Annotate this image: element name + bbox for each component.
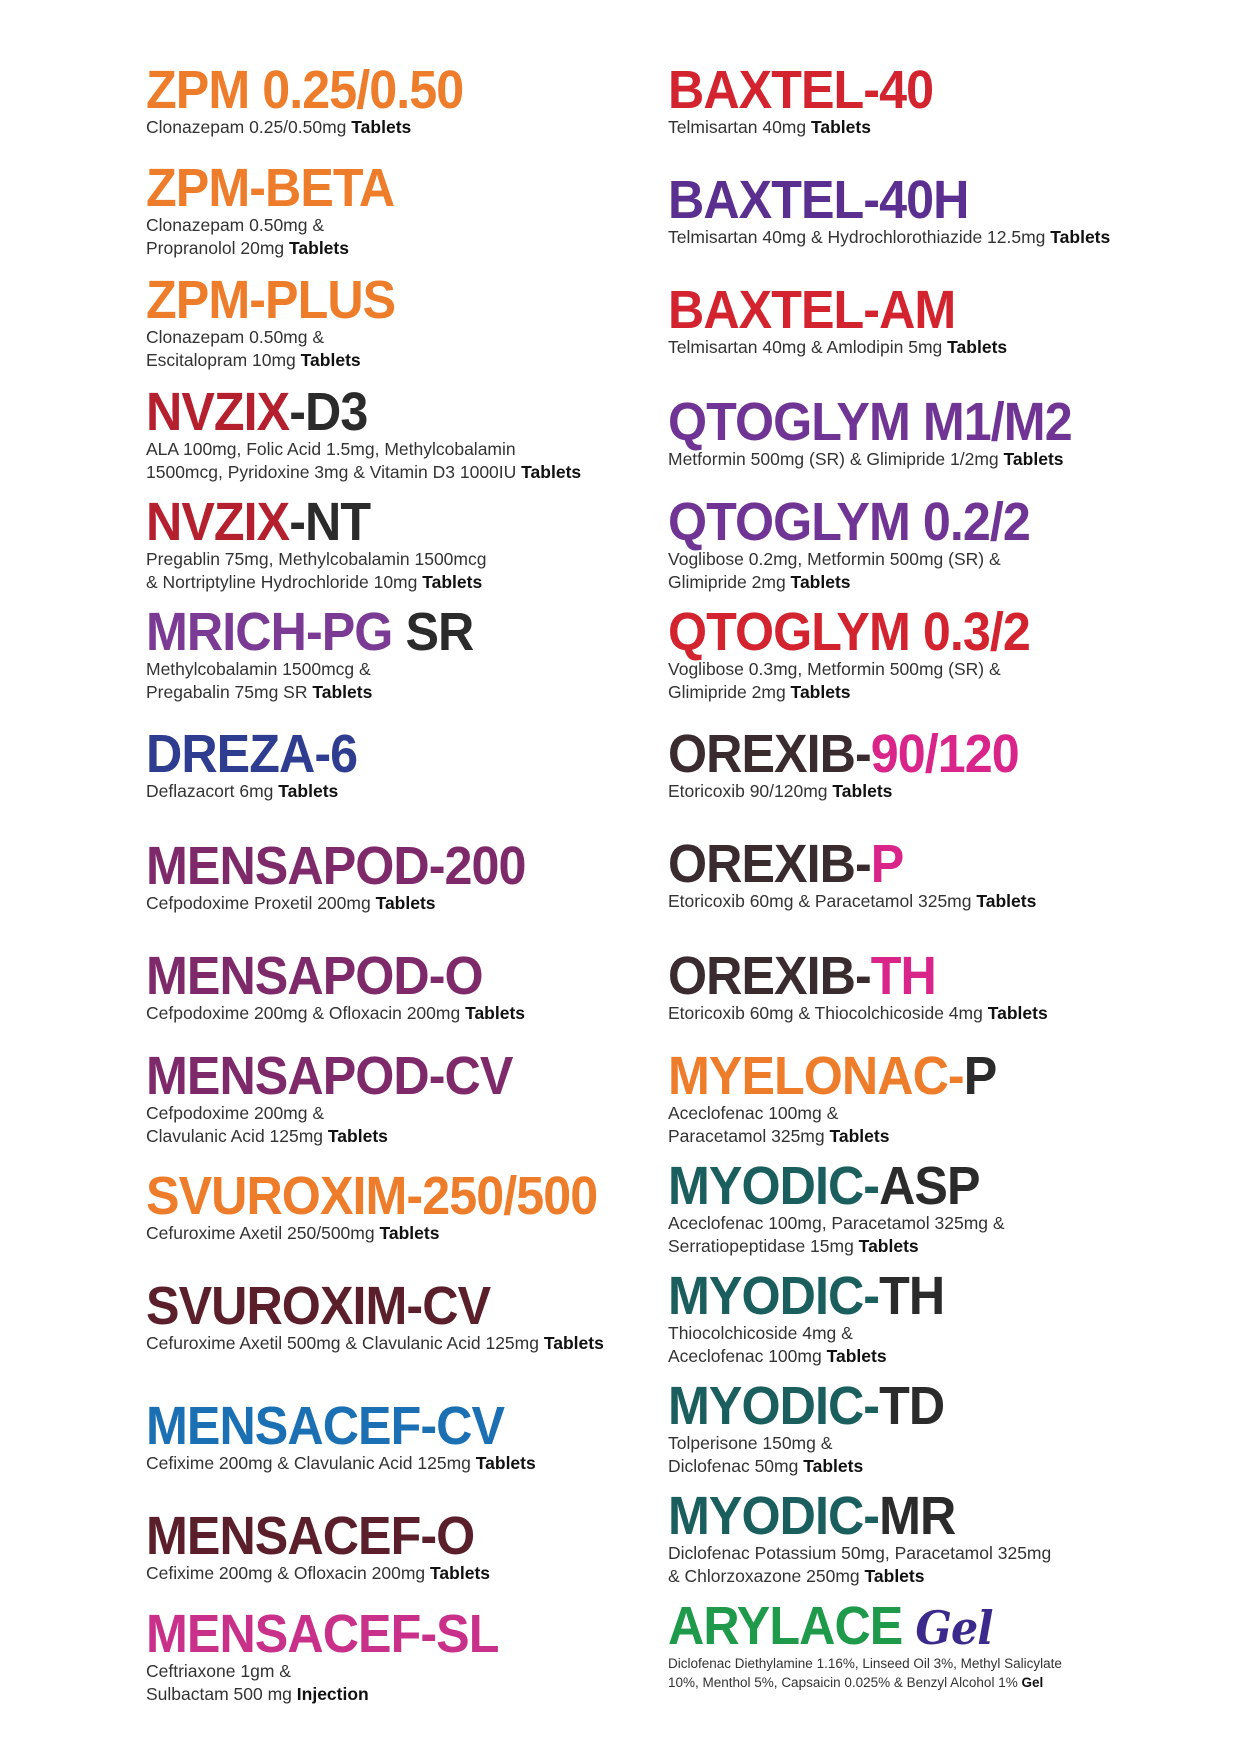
product-name-part: NVZIX bbox=[146, 492, 290, 552]
product-composition bbox=[668, 1542, 1188, 1588]
composition-line bbox=[668, 681, 1188, 704]
product-name bbox=[146, 1166, 598, 1226]
dosage-form: Tablets bbox=[858, 1236, 919, 1256]
product-name-part: MENSAPOD-CV bbox=[146, 1046, 513, 1106]
product-zpm-0-25-0-50 bbox=[146, 62, 626, 139]
product-name-part: BAXTEL-40 bbox=[668, 60, 934, 120]
product-mensacef-cv bbox=[146, 1398, 626, 1475]
product-myodic-td bbox=[668, 1378, 1188, 1478]
composition-line bbox=[146, 571, 626, 594]
dosage-form: Tablets bbox=[312, 682, 373, 702]
product-name-part: P bbox=[870, 834, 904, 894]
composition-text: Clonazepam 0.50mg & bbox=[146, 215, 325, 235]
composition-line bbox=[146, 237, 626, 260]
product-arylace bbox=[668, 1598, 1188, 1692]
composition-text: Aceclofenac 100mg bbox=[668, 1346, 827, 1366]
dosage-form: Tablets bbox=[521, 462, 582, 482]
composition-line bbox=[668, 571, 1188, 594]
product-name bbox=[668, 1488, 1152, 1544]
dosage-form: Tablets bbox=[976, 891, 1037, 911]
product-name bbox=[668, 172, 1152, 228]
product-name-part: MENSACEF-O bbox=[146, 1506, 475, 1566]
composition-text: Voglibose 0.3mg, Metformin 500mg (SR) & bbox=[668, 659, 1001, 679]
composition-line bbox=[146, 1683, 626, 1706]
product-name-part: ZPM-BETA bbox=[146, 158, 395, 218]
product-name-part: MYODIC- bbox=[668, 1266, 880, 1326]
product-name-part: TH bbox=[870, 946, 936, 1006]
composition-line bbox=[668, 1673, 1188, 1692]
dosage-form: Tablets bbox=[475, 1453, 536, 1473]
product-composition bbox=[668, 1322, 1188, 1368]
composition-text: Pregablin 75mg, Methylcobalamin 1500mcg bbox=[146, 549, 487, 569]
product-name-part: OREXIB- bbox=[668, 724, 871, 784]
composition-text: Cefixime 200mg & Ofloxacin 200mg bbox=[146, 1563, 431, 1583]
product-composition bbox=[146, 1660, 626, 1706]
product-name bbox=[146, 1278, 592, 1334]
composition-text: Diclofenac Potassium 50mg, Paracetamol 325mg bbox=[668, 1543, 1052, 1563]
product-composition bbox=[146, 214, 626, 260]
product-name-part: ARYLACE bbox=[668, 1596, 903, 1656]
product-name bbox=[668, 282, 1152, 338]
composition-text: & Chlorzoxazone 250mg bbox=[668, 1566, 865, 1586]
composition-text: Thiocolchicoside 4mg & bbox=[668, 1323, 853, 1343]
product-name bbox=[146, 384, 592, 440]
product-composition bbox=[668, 658, 1188, 704]
dosage-form: Tablets bbox=[327, 1126, 388, 1146]
product-name-part: NVZIX bbox=[146, 382, 290, 442]
product-name-part: ZPM 0.25/0.50 bbox=[146, 60, 464, 120]
composition-text: Ceftriaxone 1gm & bbox=[146, 1661, 291, 1681]
composition-line bbox=[146, 1125, 626, 1148]
composition-line bbox=[668, 1565, 1188, 1588]
product-composition bbox=[668, 1212, 1188, 1258]
product-name-part: -NT bbox=[289, 492, 371, 552]
product-name-part: MRICH-PG bbox=[146, 602, 406, 662]
composition-text: Telmisartan 40mg & Hydrochlorothiazide 12.5mg bbox=[668, 227, 1051, 247]
composition-text: 10%, Menthol 5%, Capsaicin 0.025% & Benzyl Alcohol 1% bbox=[668, 1675, 1022, 1690]
composition-text: Telmisartan 40mg & Amlodipin 5mg bbox=[668, 337, 948, 357]
dosage-form: Tablets bbox=[987, 1003, 1048, 1023]
product-name bbox=[668, 1268, 1152, 1324]
product-name-part: MYODIC- bbox=[668, 1486, 880, 1546]
product-name bbox=[146, 1508, 592, 1564]
dosage-form: Tablets bbox=[790, 682, 851, 702]
product-name bbox=[668, 604, 1152, 660]
product-myodic-mr bbox=[668, 1488, 1188, 1588]
composition-text: Tolperisone 150mg & bbox=[668, 1433, 833, 1453]
composition-line bbox=[146, 349, 626, 372]
product-name-part: P bbox=[963, 1046, 997, 1106]
composition-text: Cefuroxime Axetil 500mg & Clavulanic Acid 125mg bbox=[146, 1333, 544, 1353]
composition-text: Etoricoxib 60mg & Paracetamol 325mg bbox=[668, 891, 977, 911]
product-name-part: SVUROXIM-CV bbox=[146, 1276, 491, 1336]
product-orexib-p bbox=[668, 836, 1188, 913]
product-name bbox=[146, 494, 592, 550]
product-name-part: SR bbox=[405, 602, 474, 662]
product-name-part: MENSACEF-SL bbox=[146, 1604, 499, 1664]
composition-text: Methylcobalamin 1500mcg & bbox=[146, 659, 371, 679]
product-mensacef-sl bbox=[146, 1606, 626, 1706]
product-name-part: SVUROXIM-250/500 bbox=[146, 1166, 598, 1226]
product-name-part: MENSACEF-CV bbox=[146, 1396, 505, 1456]
product-name-part: QTOGLYM 0.2/2 bbox=[668, 492, 1030, 552]
product-mrich-pg-sr bbox=[146, 604, 626, 704]
product-composition bbox=[146, 658, 626, 704]
product-composition bbox=[146, 1102, 626, 1148]
dosage-form: Tablets bbox=[289, 238, 349, 258]
product-name-part: QTOGLYM M1/M2 bbox=[668, 392, 1072, 452]
product-name-part: TH bbox=[879, 1266, 945, 1326]
product-composition bbox=[668, 1102, 1188, 1148]
dosage-form: Tablets bbox=[543, 1333, 604, 1353]
product-dreza-6 bbox=[146, 726, 626, 803]
product-composition bbox=[668, 1432, 1188, 1478]
product-name-part: -D3 bbox=[289, 382, 368, 442]
dosage-form: Tablets bbox=[422, 572, 483, 592]
composition-text: Clonazepam 0.50mg & bbox=[146, 327, 325, 347]
product-form-script: Gel bbox=[915, 1601, 993, 1655]
composition-line bbox=[146, 461, 626, 484]
composition-text: Telmisartan 40mg bbox=[668, 117, 811, 137]
product-zpm-beta bbox=[146, 160, 626, 260]
product-orexib-90-120 bbox=[668, 726, 1188, 803]
product-name-part: TD bbox=[879, 1376, 945, 1436]
product-name-part: MENSAPOD-O bbox=[146, 946, 483, 1006]
composition-line bbox=[146, 681, 626, 704]
product-name-part: MYODIC- bbox=[668, 1156, 880, 1216]
product-name-part: BAXTEL-40H bbox=[668, 170, 969, 230]
dosage-form: Tablets bbox=[375, 893, 436, 913]
product-name-part: MYODIC- bbox=[668, 1376, 880, 1436]
composition-line bbox=[668, 1235, 1188, 1258]
product-mensacef-o bbox=[146, 1508, 626, 1585]
product-svuroxim-250-500 bbox=[146, 1168, 626, 1245]
dosage-form: Tablets bbox=[790, 572, 851, 592]
composition-text: Metformin 500mg (SR) & Glimipride 1/2mg bbox=[668, 449, 1004, 469]
product-name bbox=[146, 948, 592, 1004]
product-name bbox=[146, 1606, 592, 1662]
product-name-part: MR bbox=[879, 1486, 956, 1546]
composition-text: Aceclofenac 100mg, Paracetamol 325mg & bbox=[668, 1213, 1005, 1233]
product-name bbox=[668, 836, 1152, 892]
product-name-part: 90/120 bbox=[870, 724, 1019, 784]
composition-text: Serratiopeptidase 15mg bbox=[668, 1236, 859, 1256]
product-name-part: MENSAPOD-200 bbox=[146, 836, 526, 896]
dosage-form: Tablets bbox=[1050, 227, 1111, 247]
product-name bbox=[146, 726, 592, 782]
dosage-form: Gel bbox=[1021, 1675, 1044, 1690]
product-myodic-th bbox=[668, 1268, 1188, 1368]
composition-text: Paracetamol 325mg bbox=[668, 1126, 830, 1146]
composition-line bbox=[668, 1345, 1188, 1368]
product-qtoglym-0-3-2 bbox=[668, 604, 1188, 704]
product-composition bbox=[146, 548, 626, 594]
composition-text: Sulbactam 500 mg bbox=[146, 1684, 297, 1704]
composition-text: Diclofenac 50mg bbox=[668, 1456, 804, 1476]
product-composition bbox=[668, 548, 1188, 594]
product-name-part: ZPM-PLUS bbox=[146, 270, 396, 330]
composition-line bbox=[668, 1125, 1188, 1148]
composition-text: & Nortriptyline Hydrochloride 10mg bbox=[146, 572, 423, 592]
product-name bbox=[668, 62, 1152, 118]
composition-text: Glimipride 2mg bbox=[668, 572, 791, 592]
composition-text: Cefuroxime Axetil 250/500mg bbox=[146, 1223, 380, 1243]
composition-text: Glimipride 2mg bbox=[668, 682, 791, 702]
composition-text: ALA 100mg, Folic Acid 1.5mg, Methylcobalamin bbox=[146, 439, 516, 459]
product-qtoglym-m1-m2 bbox=[668, 394, 1188, 471]
composition-text: Clavulanic Acid 125mg bbox=[146, 1126, 328, 1146]
product-composition bbox=[668, 1654, 1188, 1692]
product-name-part: OREXIB- bbox=[668, 946, 871, 1006]
composition-text: Cefpodoxime 200mg & Ofloxacin 200mg bbox=[146, 1003, 466, 1023]
product-nvzix-d3 bbox=[146, 384, 626, 484]
product-name bbox=[668, 1158, 1152, 1214]
dosage-form: Injection bbox=[296, 1684, 369, 1704]
product-name bbox=[668, 1048, 1152, 1104]
composition-line bbox=[668, 1455, 1188, 1478]
product-baxtel-40 bbox=[668, 62, 1188, 139]
product-name-part: BAXTEL-AM bbox=[668, 280, 956, 340]
dosage-form: Tablets bbox=[864, 1566, 925, 1586]
product-mensapod-200 bbox=[146, 838, 626, 915]
dosage-form: Tablets bbox=[430, 1563, 490, 1583]
product-name-part: QTOGLYM 0.3/2 bbox=[668, 602, 1030, 662]
dosage-form: Tablets bbox=[300, 350, 361, 370]
product-name bbox=[146, 1048, 592, 1104]
dosage-form: Tablets bbox=[465, 1003, 526, 1023]
composition-text: Cefpodoxime Proxetil 200mg bbox=[146, 893, 376, 913]
composition-text: Pregabalin 75mg SR bbox=[146, 682, 313, 702]
dosage-form: Tablets bbox=[278, 781, 339, 801]
dosage-form: Tablets bbox=[379, 1223, 440, 1243]
product-name-part: MYELONAC- bbox=[668, 1046, 964, 1106]
product-mensapod-cv bbox=[146, 1048, 626, 1148]
composition-text: Voglibose 0.2mg, Metformin 500mg (SR) & bbox=[668, 549, 1001, 569]
product-name-part: ASP bbox=[879, 1156, 980, 1216]
dosage-form: Tablets bbox=[832, 781, 893, 801]
composition-text: Escitalopram 10mg bbox=[146, 350, 301, 370]
composition-line bbox=[668, 1654, 1188, 1673]
product-name bbox=[146, 1398, 592, 1454]
product-composition bbox=[146, 326, 626, 372]
dosage-form: Tablets bbox=[803, 1456, 864, 1476]
dosage-form: Tablets bbox=[810, 117, 871, 137]
product-baxtel-am bbox=[668, 282, 1188, 359]
product-name bbox=[146, 272, 592, 328]
composition-text: Cefixime 200mg & Clavulanic Acid 125mg bbox=[146, 1453, 476, 1473]
composition-text: Cefpodoxime 200mg & bbox=[146, 1103, 325, 1123]
composition-text: Clonazepam 0.25/0.50mg bbox=[146, 117, 352, 137]
dosage-form: Tablets bbox=[1003, 449, 1064, 469]
composition-text: Etoricoxib 60mg & Thiocolchicoside 4mg bbox=[668, 1003, 988, 1023]
product-orexib-th bbox=[668, 948, 1188, 1025]
product-myodic-asp bbox=[668, 1158, 1188, 1258]
dosage-form: Tablets bbox=[947, 337, 1008, 357]
product-svuroxim-cv bbox=[146, 1278, 626, 1355]
composition-text: Propranolol 20mg bbox=[146, 238, 289, 258]
product-name bbox=[668, 948, 1152, 1004]
composition-text: Aceclofenac 100mg & bbox=[668, 1103, 839, 1123]
product-nvzix-nt bbox=[146, 494, 626, 594]
product-name bbox=[668, 394, 1152, 450]
product-name bbox=[146, 160, 592, 216]
product-name bbox=[668, 1598, 1152, 1656]
product-name-part: DREZA-6 bbox=[146, 724, 358, 784]
dosage-form: Tablets bbox=[829, 1126, 890, 1146]
product-mensapod-o bbox=[146, 948, 626, 1025]
product-name bbox=[668, 1378, 1152, 1434]
product-myelonac-p bbox=[668, 1048, 1188, 1148]
dosage-form: Tablets bbox=[826, 1346, 887, 1366]
product-baxtel-40h bbox=[668, 172, 1188, 249]
product-name bbox=[146, 62, 592, 118]
composition-text: Deflazacort 6mg bbox=[146, 781, 279, 801]
product-name bbox=[668, 726, 1152, 782]
product-name-part: OREXIB- bbox=[668, 834, 871, 894]
product-zpm-plus bbox=[146, 272, 626, 372]
product-name bbox=[668, 494, 1152, 550]
composition-text: 1500mcg, Pyridoxine 3mg & Vitamin D3 1000IU bbox=[146, 462, 522, 482]
product-composition bbox=[146, 438, 626, 484]
dosage-form: Tablets bbox=[351, 117, 412, 137]
composition-text: Etoricoxib 90/120mg bbox=[668, 781, 833, 801]
composition-text: Diclofenac Diethylamine 1.16%, Linseed Oil 3%, Methyl Salicylate bbox=[668, 1656, 1062, 1671]
product-name bbox=[146, 604, 592, 660]
product-qtoglym-0-2-2 bbox=[668, 494, 1188, 594]
product-name bbox=[146, 838, 592, 894]
